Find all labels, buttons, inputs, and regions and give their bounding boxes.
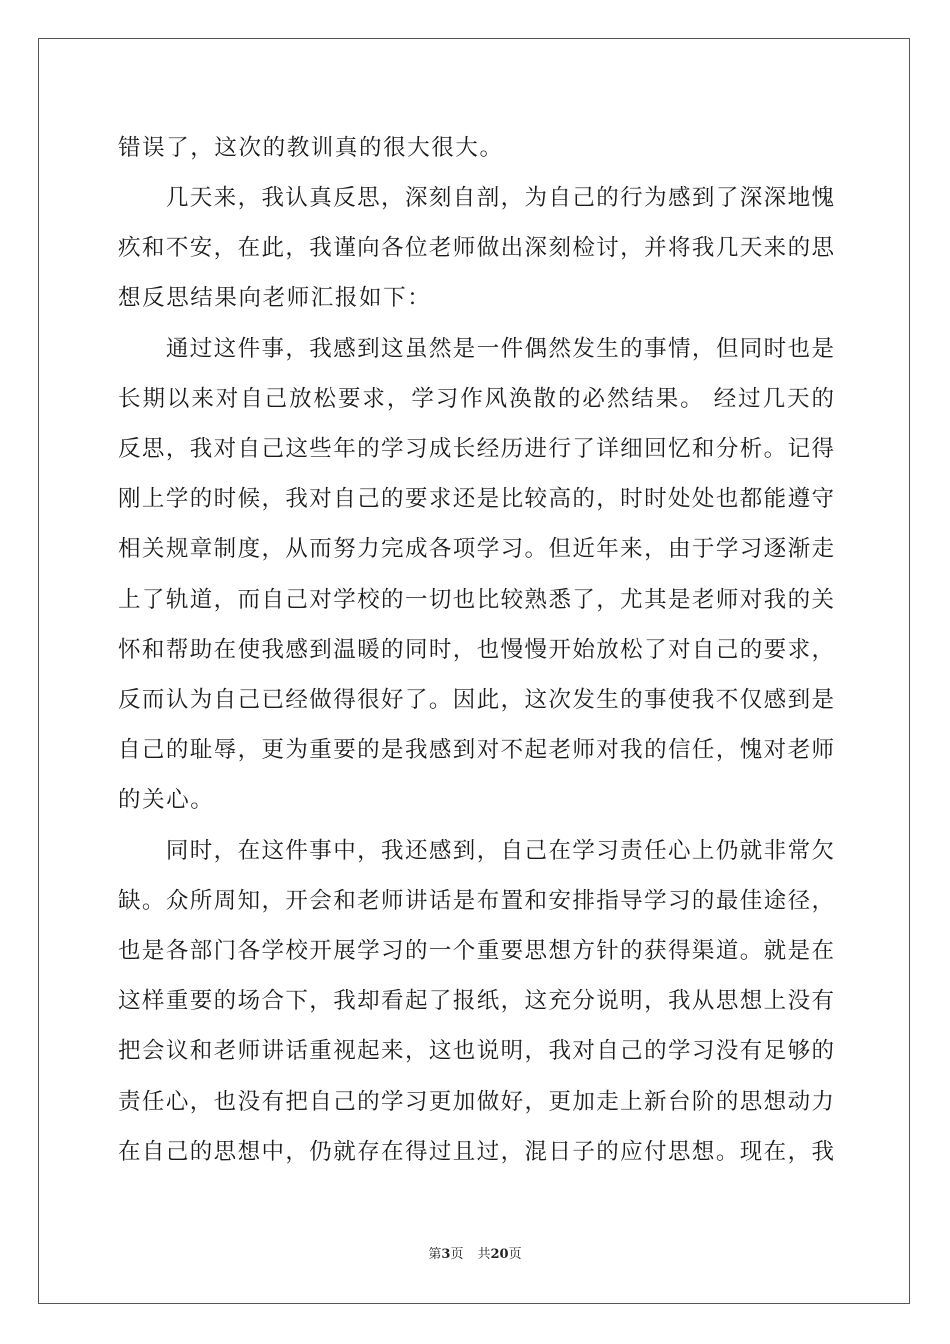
text-line: 也是各部门各学校开展学习的一个重要思想方针的获得渠道。就是在 bbox=[118, 938, 834, 964]
text-line: 怀和帮助在使我感到温暖的同时，也慢慢开始放松了对自己的要求， bbox=[118, 637, 834, 663]
text-line: 反思，我对自己这些年的学习成长经历进行了详细回忆和分析。记得 bbox=[118, 436, 834, 462]
page-prefix: 第 bbox=[428, 1247, 442, 1262]
text-line: 通过这件事，我感到这虽然是一件偶然发生的事情，但同时也是 bbox=[118, 336, 834, 362]
text-line: 这样重要的场合下，我却看起了报纸，这充分说明，我从思想上没有 bbox=[118, 988, 834, 1014]
text-line: 在自己的思想中，仍就存在得过且过，混日子的应付思想。现在，我 bbox=[118, 1139, 834, 1165]
text-line: 刚上学的时候，我对自己的要求还是比较高的，时时处处也都能遵守 bbox=[118, 486, 834, 512]
text-line: 想反思结果向老师汇报如下： bbox=[118, 285, 432, 311]
text-line: 把会议和老师讲话重视起来，这也说明，我对自己的学习没有足够的 bbox=[118, 1038, 834, 1064]
total-prefix: 共 bbox=[477, 1247, 491, 1262]
text-line: 的关心。 bbox=[118, 787, 215, 813]
page-footer bbox=[0, 1246, 950, 1264]
text-line: 反而认为自己已经做得很好了。因此，这次发生的事使我不仅感到是 bbox=[118, 687, 834, 713]
total-suffix: 页 bbox=[508, 1247, 522, 1262]
text-line: 相关规章制度，从而努力完成各项学习。但近年来，由于学习逐渐走 bbox=[118, 536, 834, 562]
text-line: 上了轨道，而自己对学校的一切也比较熟悉了，尤其是老师对我的关 bbox=[118, 587, 834, 613]
text-line: 责任心，也没有把自己的学习更加做好，更加走上新台阶的思想动力 bbox=[118, 1089, 834, 1115]
page-suffix: 页 bbox=[450, 1247, 464, 1262]
text-line: 错误了，这次的教训真的很大很大。 bbox=[118, 135, 504, 161]
text-line: 长期以来对自己放松要求，学习作风涣散的必然结果。 经过几天的 bbox=[118, 386, 834, 412]
text-line: 缺。众所周知，开会和老师讲话是布置和安排指导学习的最佳途径， bbox=[118, 888, 834, 914]
text-line: 疚和不安，在此，我谨向各位老师做出深刻检讨，并将我几天来的思 bbox=[118, 235, 834, 261]
total-pages: 20 bbox=[490, 1247, 509, 1262]
page-number: 3 bbox=[441, 1247, 451, 1262]
text-line: 同时，在这件事中，我还感到，自己在学习责任心上仍就非常欠 bbox=[118, 838, 834, 864]
text-line: 几天来，我认真反思，深刻自剖，为自己的行为感到了深深地愧 bbox=[118, 185, 834, 211]
text-line: 自己的耻辱，更为重要的是我感到对不起老师对我的信任，愧对老师 bbox=[118, 737, 834, 763]
